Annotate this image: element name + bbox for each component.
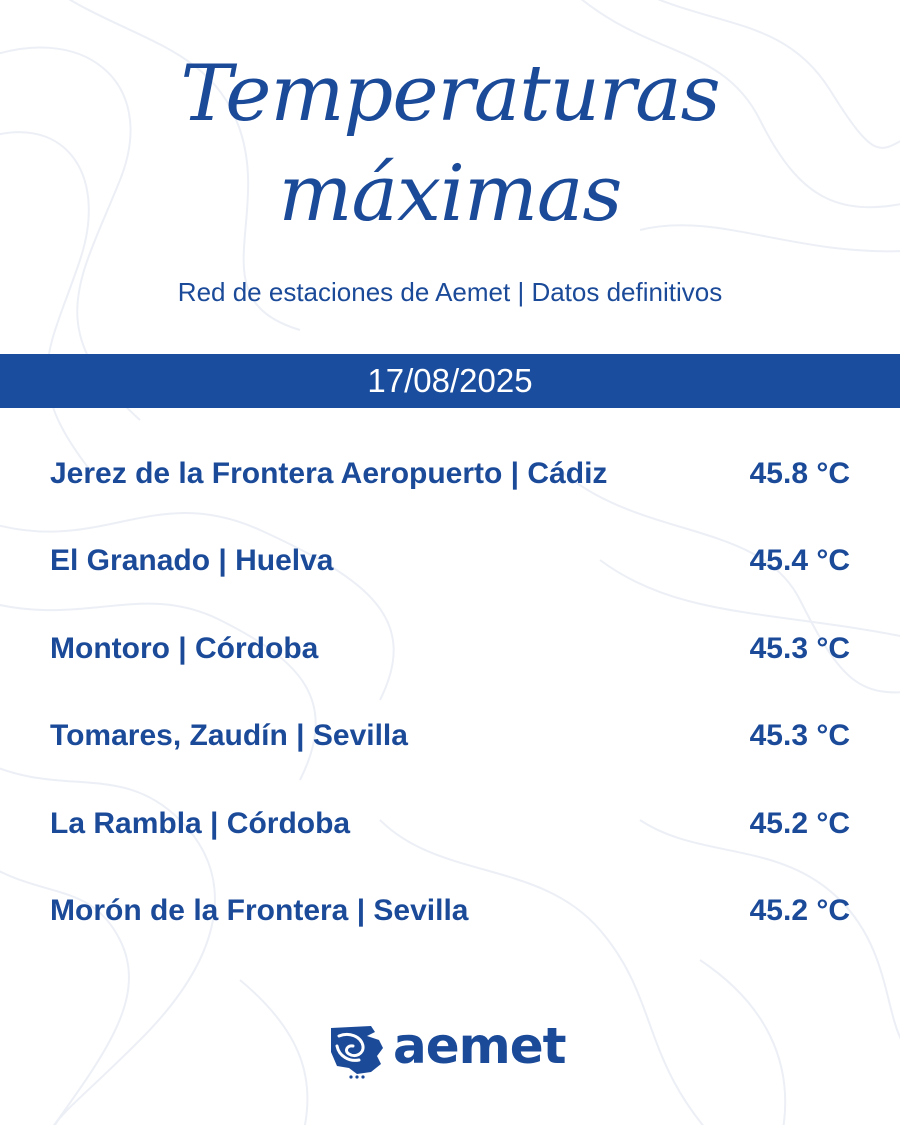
station-name: Montoro | Córdoba	[50, 632, 319, 665]
station-temperature: 45.4 °C	[749, 544, 850, 577]
aemet-logo-text: aemet	[393, 1017, 566, 1075]
station-name: Tomares, Zaudín | Sevilla	[50, 719, 408, 752]
station-row	[50, 713, 850, 759]
station-row	[50, 801, 850, 847]
page-subtitle: Red de estaciones de Aemet | Datos definitivos	[177, 277, 723, 307]
station-temperature: 45.3 °C	[749, 632, 850, 665]
station-row	[50, 626, 850, 672]
station-temperature: 45.2 °C	[749, 894, 850, 927]
aemet-logo-mark-icon	[327, 1022, 389, 1080]
page-title-line-1: Temperaturas	[180, 49, 720, 139]
station-row	[50, 888, 850, 934]
station-temperature: 45.2 °C	[749, 807, 850, 840]
date-banner	[0, 354, 900, 408]
station-name: El Granado | Huelva	[50, 544, 334, 577]
station-row	[50, 538, 850, 584]
page-title-line-2: máximas	[278, 149, 622, 239]
date-label: 17/08/2025	[367, 362, 533, 399]
station-temperature: 45.8 °C	[749, 457, 850, 490]
station-row	[50, 451, 850, 497]
aemet-logo	[327, 1017, 577, 1080]
station-name: Morón de la Frontera | Sevilla	[50, 894, 469, 927]
station-temperature: 45.3 °C	[749, 719, 850, 752]
station-name: Jerez de la Frontera Aeropuerto | Cádiz	[50, 457, 608, 490]
station-name: La Rambla | Córdoba	[50, 807, 351, 840]
